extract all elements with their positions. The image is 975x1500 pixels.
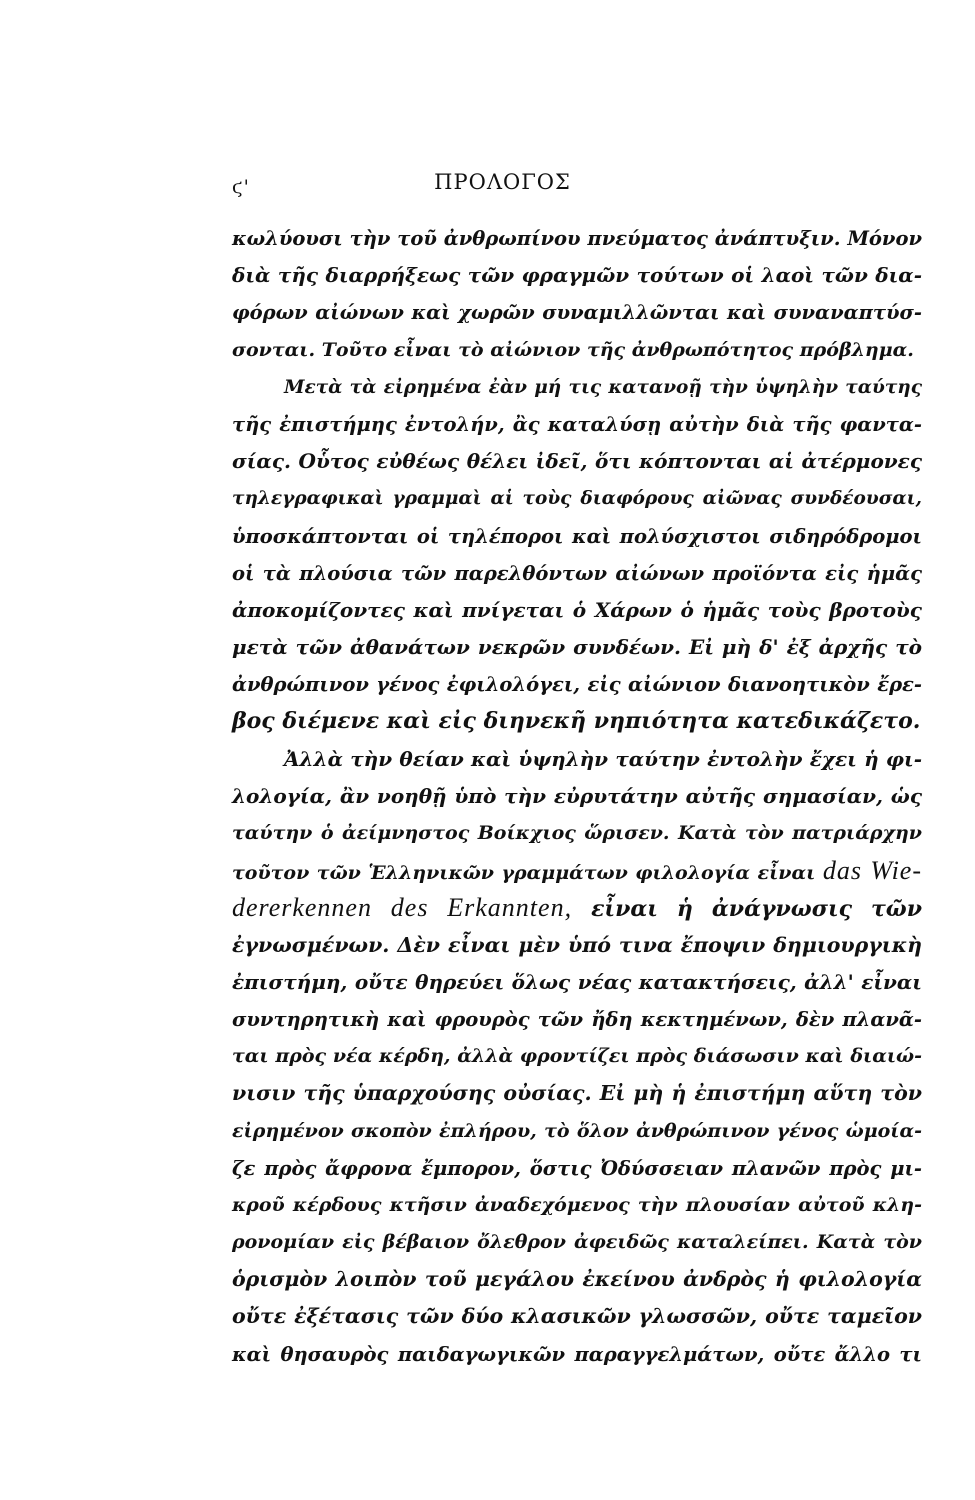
line-text: τηλεγραφικαὶ γραμμαὶ αἱ τοὺς διαφόρους αἰῶνας συνδέουσαι,	[232, 488, 922, 510]
text-line	[232, 220, 922, 257]
text-line	[232, 332, 922, 369]
text-line	[232, 1150, 922, 1187]
text-line	[232, 666, 922, 703]
line-text: ὑποσκάπτονται οἱ τηλέποροι καὶ πολύσχιστοι σιδηρόδρομοι	[232, 524, 922, 548]
line-text: ζε πρὸς ἄφρονα ἔμπορον, ὅστις Ὀδύσσειαν πλανῶν πρὸς μι-	[232, 1156, 922, 1180]
text-line	[232, 927, 922, 964]
text-line	[232, 741, 922, 778]
line-text: εἶναι ἡ ἀνάγνωσις τῶν	[591, 896, 922, 923]
text-line	[232, 1001, 922, 1038]
text-line	[232, 1075, 922, 1112]
line-text: μετὰ τῶν ἀθανάτων νεκρῶν συνδέων. Εἰ μὴ δ' ἐξ ἀρχῆς τὸ	[232, 635, 922, 660]
line-text: ὁρισμὸν λοιπὸν τοῦ μεγάλου ἐκείνου ἀνδρὸς ἡ φιλολογία	[232, 1267, 922, 1292]
text-line	[232, 629, 922, 666]
line-text: διὰ τῆς διαρρήξεως τῶν φραγμῶν τούτων οἱ λαοὶ τῶν δια-	[232, 263, 922, 288]
text-line	[232, 815, 922, 852]
line-text: νισιν τῆς ὑπαρχούσης οὐσίας. Εἰ μὴ ἡ ἐπιστήμη αὕτη τὸν	[232, 1081, 922, 1106]
text-line	[232, 889, 922, 926]
line-text: φόρων αἰώνων καὶ χωρῶν συναμιλλῶνται καὶ συναναπτύσ-	[232, 301, 922, 325]
line-text: ρονομίαν εἰς βέβαιον ὄλεθρον ἀφειδῶς καταλείπει. Κατὰ τὸν	[232, 1231, 922, 1254]
text-line	[232, 406, 922, 443]
line-text: λολογία, ἂν νοηθῇ ὑπὸ τὴν εὐρυτάτην αὐτῆς σημασίαν, ὡς	[232, 783, 922, 808]
line-text: καὶ θησαυρὸς παιδαγωγικῶν παραγγελμάτων, οὔτε ἄλλο τι	[232, 1342, 922, 1366]
latin-phrase: dererkennen des Erkannten,	[232, 893, 573, 923]
line-text: κωλύουσι τὴν τοῦ ἀνθρωπίνου πνεύματος ἀνάπτυξιν. Μόνον	[232, 227, 922, 250]
line-text: ἀποκομίζοντες καὶ πνίγεται ὁ Χάρων ὁ ἡμᾶς τοὺς βροτοὺς	[232, 597, 922, 622]
line-text: οὔτε ἐξέτασις τῶν δύο κλασικῶν γλωσσῶν, οὔτε ταμεῖον	[232, 1304, 922, 1329]
text-line	[232, 294, 922, 331]
line-text: ταύτην ὁ ἀείμνηστος Βοίκχιος ὥρισεν. Κατὰ τὸν πατριάρχην	[232, 822, 922, 844]
text-line	[232, 1224, 922, 1261]
line-text: Μετὰ τὰ εἰρημένα ἐὰν μή τις κατανοῇ τὴν ὑψηλὴν ταύτης	[284, 376, 922, 398]
text-line	[232, 518, 922, 555]
text-line	[232, 369, 922, 406]
line-text: τῆς ἐπιστήμης ἐντολήν, ἂς καταλύσῃ αὐτὴν διὰ τῆς φαντα-	[232, 412, 922, 436]
latin-phrase: das Wie-	[822, 856, 923, 886]
text-line	[232, 1187, 922, 1224]
line-text: συντηρητικὴ καὶ φρουρὸς τῶν ἤδη κεκτημένων, δὲν πλανᾶ-	[232, 1007, 922, 1031]
line-text: σονται. Τοῦτο εἶναι τὸ αἰώνιον τῆς ἀνθρωπότητος πρόβλημα.	[232, 338, 914, 361]
text-line	[232, 592, 922, 629]
text-line	[232, 257, 922, 294]
line-text: ται πρὸς νέα κέρδη, ἀλλὰ φροντίζει πρὸς διάσωσιν καὶ διαιώ-	[232, 1045, 922, 1068]
text-line	[232, 1298, 922, 1335]
text-line	[232, 852, 922, 889]
line-text: Ἀλλὰ τὴν θείαν καὶ ὑψηλὴν ταύτην ἐντολὴν ἔχει ἡ φι-	[284, 746, 922, 771]
text-line	[232, 1038, 922, 1075]
line-text: ἐγνωσμένων. Δὲν εἶναι μὲν ὑπό τινα ἔποψιν δημιουργικὴ	[232, 932, 922, 957]
text-line	[232, 964, 922, 1001]
text-line	[232, 778, 922, 815]
line-text: εἰρημένον σκοπὸν ἐπλήρου, τὸ ὅλον ἀνθρώπινον γένος ὡμοία-	[232, 1119, 922, 1142]
text-line	[232, 443, 922, 480]
line-text: οἱ τὰ πλούσια τῶν παρελθόντων αἰώνων προϊόντα εἰς ἡμᾶς	[232, 561, 922, 585]
text-line	[232, 1336, 922, 1373]
line-text: σίας. Οὗτος εὐθέως θέλει ἰδεῖ, ὅτι κόπτονται αἱ ἀτέρμονες	[232, 449, 922, 474]
page-number: ϛ'	[232, 176, 250, 198]
text-line	[232, 1261, 922, 1298]
text-line	[232, 480, 922, 517]
line-text: τοῦτον τῶν Ἑλληνικῶν γραμμάτων φιλολογία εἶναι	[232, 862, 816, 885]
text-line	[232, 555, 922, 592]
text-line	[232, 703, 922, 740]
line-text: ἀνθρώπινον γένος ἐφιλολόγει, εἰς αἰώνιον διανοητικὸν ἔρε-	[232, 673, 922, 697]
body-text	[232, 220, 922, 1373]
line-text: βος διέμενε καὶ εἰς διηνεκῆ νηπιότητα κατεδικάζετο.	[232, 708, 921, 735]
running-title: ΠΡΟΛΟΓΟΣ	[434, 170, 571, 194]
line-text: κροῦ κέρδους κτῆσιν ἀναδεχόμενος τὴν πλουσίαν αὐτοῦ κλη-	[232, 1193, 922, 1216]
line-text: ἐπιστήμη, οὔτε θηρεύει ὅλως νέας κατακτήσεις, ἀλλ' εἶναι	[232, 969, 922, 994]
text-line	[232, 1113, 922, 1150]
